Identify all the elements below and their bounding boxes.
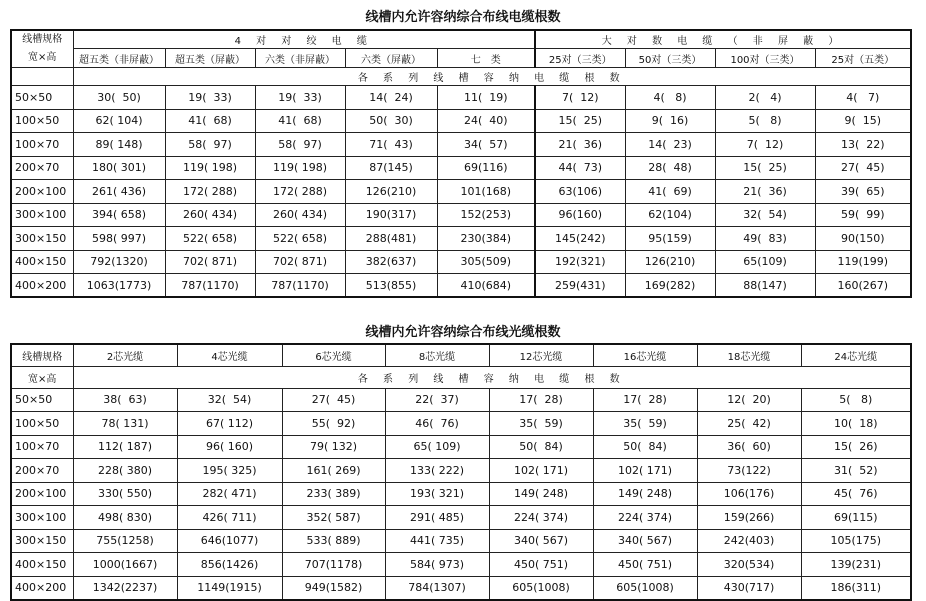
value-cell: 190(317)	[345, 203, 437, 227]
value-cell: 1000(1667)	[73, 553, 177, 577]
value-cell: 63(106)	[535, 180, 625, 204]
value-cell: 73(122)	[697, 459, 801, 483]
value-cell: 340( 567)	[489, 529, 593, 553]
value-cell: 598( 997)	[73, 227, 165, 251]
column-header: 25对（五类）	[815, 49, 911, 68]
twisted-pair-group-header: 4 对 对 绞 电 缆	[73, 30, 535, 49]
value-cell: 32( 54)	[715, 203, 815, 227]
value-cell: 15( 26)	[801, 435, 911, 459]
value-cell: 27( 45)	[282, 388, 385, 412]
column-header: 超五类（屏蔽）	[165, 49, 255, 68]
table-row	[11, 388, 911, 412]
value-cell: 12( 20)	[697, 388, 801, 412]
value-cell: 15( 25)	[715, 156, 815, 180]
value-cell: 14( 24)	[345, 86, 437, 110]
value-cell: 41( 68)	[255, 109, 345, 133]
column-header: 8芯光缆	[385, 344, 489, 366]
value-cell: 702( 871)	[165, 250, 255, 274]
value-cell: 112( 187)	[73, 435, 177, 459]
spec-cell: 200×100	[11, 180, 73, 204]
value-cell: 1149(1915)	[177, 576, 282, 600]
value-cell: 4( 8)	[625, 86, 715, 110]
value-cell: 119(199)	[815, 250, 911, 274]
value-cell: 261( 436)	[73, 180, 165, 204]
value-cell: 7( 12)	[715, 133, 815, 157]
value-cell: 35( 59)	[593, 412, 697, 436]
value-cell: 1063(1773)	[73, 274, 165, 298]
value-cell: 102( 171)	[489, 459, 593, 483]
value-cell: 58( 97)	[255, 133, 345, 157]
spec-cell: 400×150	[11, 250, 73, 274]
value-cell: 32( 54)	[177, 388, 282, 412]
table-row	[11, 156, 911, 180]
value-cell: 133( 222)	[385, 459, 489, 483]
value-cell: 160(267)	[815, 274, 911, 298]
value-cell: 96(160)	[535, 203, 625, 227]
value-cell: 7( 12)	[535, 86, 625, 110]
value-cell: 792(1320)	[73, 250, 165, 274]
value-cell: 87(145)	[345, 156, 437, 180]
value-cell: 59( 99)	[815, 203, 911, 227]
value-cell: 105(175)	[801, 529, 911, 553]
value-cell: 605(1008)	[593, 576, 697, 600]
spec-header-line2: 宽×高	[28, 52, 57, 63]
spec-header-line2: 宽×高	[11, 366, 73, 388]
value-cell: 169(282)	[625, 274, 715, 298]
value-cell: 186(311)	[801, 576, 911, 600]
column-header: 18芯光缆	[697, 344, 801, 366]
value-cell: 31( 52)	[801, 459, 911, 483]
value-cell: 30( 50)	[73, 86, 165, 110]
value-cell: 11( 19)	[437, 86, 535, 110]
spec-cell: 400×200	[11, 576, 73, 600]
value-cell: 382(637)	[345, 250, 437, 274]
value-cell: 2( 4)	[715, 86, 815, 110]
value-cell: 45( 76)	[801, 482, 911, 506]
value-cell: 260( 434)	[255, 203, 345, 227]
value-cell: 65(109)	[715, 250, 815, 274]
value-cell: 17( 28)	[593, 388, 697, 412]
column-header: 100对（三类）	[715, 49, 815, 68]
value-cell: 702( 871)	[255, 250, 345, 274]
value-cell: 19( 33)	[165, 86, 255, 110]
value-cell: 5( 8)	[715, 109, 815, 133]
value-cell: 149( 248)	[593, 482, 697, 506]
column-header: 16芯光缆	[593, 344, 697, 366]
value-cell: 139(231)	[801, 553, 911, 577]
value-cell: 352( 587)	[282, 506, 385, 530]
value-cell: 50( 30)	[345, 109, 437, 133]
value-cell: 41( 69)	[625, 180, 715, 204]
value-cell: 34( 57)	[437, 133, 535, 157]
value-cell: 193( 321)	[385, 482, 489, 506]
table-row	[11, 482, 911, 506]
cable-capacity-table	[10, 29, 912, 298]
value-cell: 259(431)	[535, 274, 625, 298]
value-cell: 15( 25)	[535, 109, 625, 133]
capacity-subheader: 各 系 列 线 槽 容 纳 电 缆 根 数	[73, 366, 911, 388]
value-cell: 69(116)	[437, 156, 535, 180]
value-cell: 159(266)	[697, 506, 801, 530]
column-header: 50对（三类）	[625, 49, 715, 68]
value-cell: 22( 37)	[385, 388, 489, 412]
cable-table-title: 线槽内允许容纳综合布线电缆根数	[365, 10, 561, 25]
value-cell: 14( 23)	[625, 133, 715, 157]
value-cell: 340( 567)	[593, 529, 697, 553]
table-row	[11, 576, 911, 600]
value-cell: 522( 658)	[255, 227, 345, 251]
value-cell: 224( 374)	[489, 506, 593, 530]
value-cell: 36( 60)	[697, 435, 801, 459]
value-cell: 10( 18)	[801, 412, 911, 436]
table-row	[11, 529, 911, 553]
value-cell: 394( 658)	[73, 203, 165, 227]
value-cell: 441( 735)	[385, 529, 489, 553]
value-cell: 260( 434)	[165, 203, 255, 227]
value-cell: 282( 471)	[177, 482, 282, 506]
column-header: 12芯光缆	[489, 344, 593, 366]
table-row	[11, 412, 911, 436]
value-cell: 242(403)	[697, 529, 801, 553]
value-cell: 498( 830)	[73, 506, 177, 530]
value-cell: 119( 198)	[165, 156, 255, 180]
value-cell: 69(115)	[801, 506, 911, 530]
value-cell: 228( 380)	[73, 459, 177, 483]
value-cell: 172( 288)	[255, 180, 345, 204]
value-cell: 426( 711)	[177, 506, 282, 530]
value-cell: 584( 973)	[385, 553, 489, 577]
column-header: 七 类	[437, 49, 535, 68]
column-header: 超五类（非屏蔽）	[73, 49, 165, 68]
value-cell: 605(1008)	[489, 576, 593, 600]
value-cell: 161( 269)	[282, 459, 385, 483]
table-row	[11, 459, 911, 483]
value-cell: 1342(2237)	[73, 576, 177, 600]
value-cell: 62( 104)	[73, 109, 165, 133]
value-cell: 55( 92)	[282, 412, 385, 436]
value-cell: 106(176)	[697, 482, 801, 506]
value-cell: 5( 8)	[801, 388, 911, 412]
value-cell: 195( 325)	[177, 459, 282, 483]
value-cell: 522( 658)	[165, 227, 255, 251]
value-cell: 450( 751)	[593, 553, 697, 577]
value-cell: 533( 889)	[282, 529, 385, 553]
spec-cell: 300×100	[11, 203, 73, 227]
column-header: 六类（非屏蔽）	[255, 49, 345, 68]
value-cell: 152(253)	[437, 203, 535, 227]
value-cell: 856(1426)	[177, 553, 282, 577]
value-cell: 21( 36)	[535, 133, 625, 157]
fiber-capacity-table	[10, 343, 912, 601]
value-cell: 180( 301)	[73, 156, 165, 180]
spec-cell: 400×200	[11, 274, 73, 298]
value-cell: 119( 198)	[255, 156, 345, 180]
value-cell: 50( 84)	[593, 435, 697, 459]
table-row	[11, 553, 911, 577]
value-cell: 787(1170)	[255, 274, 345, 298]
value-cell: 78( 131)	[73, 412, 177, 436]
value-cell: 410(684)	[437, 274, 535, 298]
spec-cell: 200×100	[11, 482, 73, 506]
value-cell: 19( 33)	[255, 86, 345, 110]
spec-header	[11, 30, 73, 68]
table-row	[11, 250, 911, 274]
value-cell: 21( 36)	[715, 180, 815, 204]
value-cell: 4( 7)	[815, 86, 911, 110]
value-cell: 949(1582)	[282, 576, 385, 600]
value-cell: 102( 171)	[593, 459, 697, 483]
value-cell: 320(534)	[697, 553, 801, 577]
value-cell: 430(717)	[697, 576, 801, 600]
fiber-table-title: 线槽内允许容纳综合布线光缆根数	[365, 325, 561, 340]
spec-cell: 300×150	[11, 227, 73, 251]
spec-cell: 100×70	[11, 133, 73, 157]
spec-cell: 50×50	[11, 86, 73, 110]
value-cell: 707(1178)	[282, 553, 385, 577]
value-cell: 88(147)	[715, 274, 815, 298]
capacity-subheader: 各 系 列 线 槽 容 纳 电 缆 根 数	[73, 68, 911, 86]
spec-header-line1: 线槽规格	[22, 34, 63, 45]
value-cell: 27( 45)	[815, 156, 911, 180]
value-cell: 9( 16)	[625, 109, 715, 133]
value-cell: 35( 59)	[489, 412, 593, 436]
spec-cell: 200×70	[11, 459, 73, 483]
value-cell: 24( 40)	[437, 109, 535, 133]
value-cell: 646(1077)	[177, 529, 282, 553]
spec-cell: 100×50	[11, 109, 73, 133]
table-row	[11, 86, 911, 110]
value-cell: 450( 751)	[489, 553, 593, 577]
value-cell: 67( 112)	[177, 412, 282, 436]
value-cell: 9( 15)	[815, 109, 911, 133]
value-cell: 90(150)	[815, 227, 911, 251]
table-row	[11, 435, 911, 459]
value-cell: 192(321)	[535, 250, 625, 274]
value-cell: 101(168)	[437, 180, 535, 204]
spec-cell: 300×150	[11, 529, 73, 553]
column-header: 25对（三类）	[535, 49, 625, 68]
value-cell: 25( 42)	[697, 412, 801, 436]
column-header: 4芯光缆	[177, 344, 282, 366]
value-cell: 330( 550)	[73, 482, 177, 506]
value-cell: 17( 28)	[489, 388, 593, 412]
value-cell: 513(855)	[345, 274, 437, 298]
value-cell: 38( 63)	[73, 388, 177, 412]
value-cell: 39( 65)	[815, 180, 911, 204]
value-cell: 71( 43)	[345, 133, 437, 157]
value-cell: 288(481)	[345, 227, 437, 251]
value-cell: 49( 83)	[715, 227, 815, 251]
value-cell: 172( 288)	[165, 180, 255, 204]
value-cell: 13( 22)	[815, 133, 911, 157]
value-cell: 79( 132)	[282, 435, 385, 459]
column-header: 6芯光缆	[282, 344, 385, 366]
value-cell: 305(509)	[437, 250, 535, 274]
spec-cell: 300×100	[11, 506, 73, 530]
spec-cell: 400×150	[11, 553, 73, 577]
value-cell: 145(242)	[535, 227, 625, 251]
value-cell: 230(384)	[437, 227, 535, 251]
value-cell: 41( 68)	[165, 109, 255, 133]
table-row	[11, 203, 911, 227]
value-cell: 58( 97)	[165, 133, 255, 157]
value-cell: 96( 160)	[177, 435, 282, 459]
value-cell: 46( 76)	[385, 412, 489, 436]
table-row	[11, 180, 911, 204]
value-cell: 787(1170)	[165, 274, 255, 298]
table-row	[11, 133, 911, 157]
value-cell: 50( 84)	[489, 435, 593, 459]
value-cell: 126(210)	[345, 180, 437, 204]
value-cell: 291( 485)	[385, 506, 489, 530]
spec-cell: 100×50	[11, 412, 73, 436]
spec-cell: 100×70	[11, 435, 73, 459]
column-header: 2芯光缆	[73, 344, 177, 366]
value-cell: 224( 374)	[593, 506, 697, 530]
spec-cell: 200×70	[11, 156, 73, 180]
spec-header-line1: 线槽规格	[11, 344, 73, 366]
value-cell: 65( 109)	[385, 435, 489, 459]
value-cell: 755(1258)	[73, 529, 177, 553]
value-cell: 784(1307)	[385, 576, 489, 600]
value-cell: 44( 73)	[535, 156, 625, 180]
table-row	[11, 109, 911, 133]
value-cell: 149( 248)	[489, 482, 593, 506]
multi-pair-group-header: 大 对 数 电 缆 （ 非 屏 蔽 ）	[535, 30, 911, 49]
value-cell: 233( 389)	[282, 482, 385, 506]
table-row	[11, 274, 911, 298]
column-header: 六类（屏蔽）	[345, 49, 437, 68]
value-cell: 89( 148)	[73, 133, 165, 157]
value-cell: 28( 48)	[625, 156, 715, 180]
column-header: 24芯光缆	[801, 344, 911, 366]
table-row	[11, 227, 911, 251]
table-row	[11, 506, 911, 530]
value-cell: 95(159)	[625, 227, 715, 251]
value-cell: 62(104)	[625, 203, 715, 227]
value-cell: 126(210)	[625, 250, 715, 274]
spec-cell: 50×50	[11, 388, 73, 412]
